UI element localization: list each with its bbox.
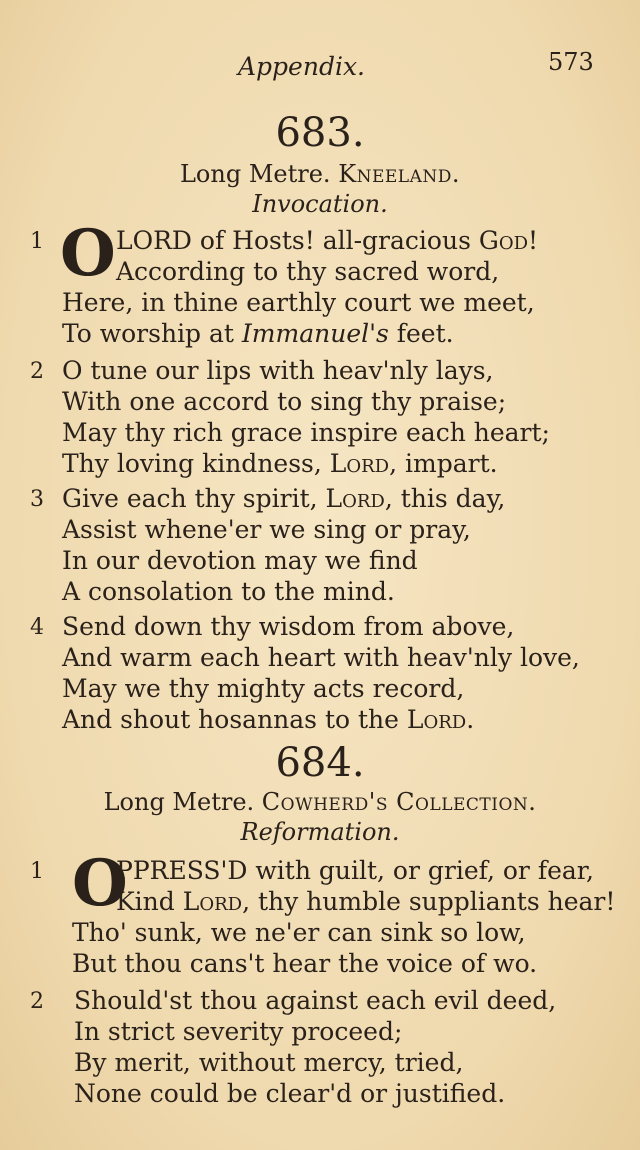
section-title: Appendix. — [238, 52, 366, 81]
stanza-number: 1 — [30, 859, 44, 884]
verse-line: Assist whene'er we sing or pray, — [62, 515, 471, 544]
page-number: 573 — [548, 48, 594, 76]
verse-line: But thou cans't hear the voice of wo. — [72, 949, 538, 978]
hymn-subject: Reformation. — [240, 818, 400, 846]
verse-line: Should'st thou against each evil deed, — [74, 986, 557, 1015]
verse-line: And shout hosannas to the Lord. — [62, 705, 475, 734]
verse-line: In strict severity proceed; — [74, 1017, 403, 1046]
verse-line: None could be clear'd or justified. — [74, 1079, 506, 1108]
verse-line: With one accord to sing thy praise; — [62, 387, 507, 416]
verse-line: Send down thy wisdom from above, — [62, 612, 515, 641]
verse-line: By merit, without mercy, tried, — [74, 1048, 464, 1077]
verse-line: Here, in thine earthly court we meet, — [62, 288, 535, 317]
verse-line: LORD of Hosts! all-gracious God! — [116, 226, 539, 255]
verse-line: Thy loving kindness, Lord, impart. — [62, 449, 498, 478]
hymn-meter-tune — [0, 160, 640, 188]
stanza-number: 2 — [30, 989, 44, 1014]
stanza-number: 2 — [30, 359, 44, 384]
hymn-meter-tune — [0, 788, 640, 816]
meter: Long Metre. — [179, 160, 331, 188]
verse-line: And warm each heart with heav'nly love, — [62, 643, 580, 672]
verse-line: PPRESS'D with guilt, or grief, or fear, — [116, 856, 594, 885]
tune-name: Kneeland. — [338, 160, 461, 188]
stanza-number: 1 — [30, 229, 44, 254]
verse-line: According to thy sacred word, — [116, 257, 500, 286]
drop-cap: O — [60, 216, 116, 291]
verse-line: Tho' sunk, we ne'er can sink so low, — [72, 918, 526, 947]
stanza-number: 4 — [30, 615, 44, 640]
verse-line: Give each thy spirit, Lord, this day, — [62, 484, 506, 513]
tune-name: Cowherd's Collection. — [261, 788, 537, 816]
verse-line: In our devotion may we find — [62, 546, 418, 575]
drop-cap: O — [72, 846, 128, 921]
hymn-number: 684. — [275, 740, 365, 786]
verse-line: A consolation to the mind. — [62, 577, 395, 606]
meter: Long Metre. — [103, 788, 255, 816]
running-head — [0, 48, 640, 92]
stanza-number: 3 — [30, 487, 44, 512]
verse-line: May we thy mighty acts record, — [62, 674, 465, 703]
hymn-subject: Invocation. — [252, 190, 388, 218]
verse-line: Kind Lord, thy humble suppliants hear! — [116, 887, 616, 916]
hymn-number: 683. — [275, 110, 365, 156]
verse-line: O tune our lips with heav'nly lays, — [62, 356, 494, 385]
verse-line: May thy rich grace inspire each heart; — [62, 418, 550, 447]
verse-line: To worship at Immanuel's feet. — [62, 319, 454, 348]
